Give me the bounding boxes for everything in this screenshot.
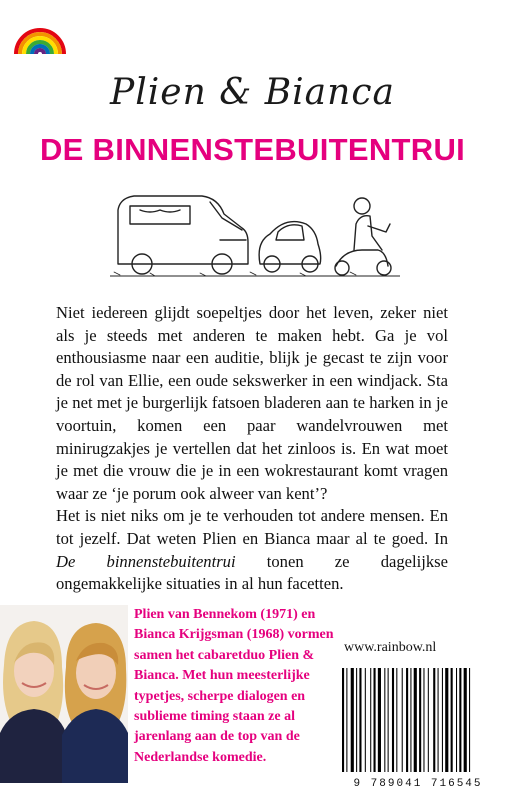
barcode-bar (451, 668, 453, 772)
isbn-number: 9 789041 716545 (353, 778, 483, 790)
barcode-bar (428, 668, 429, 772)
barcode-bar (469, 668, 470, 772)
author-photo (0, 605, 128, 783)
blurb-paragraph-2-text: Het is niet niks om je te verhouden tot andere mensen. En tot jezelf. Dat weten Plien en Bianca maar al te goed. In (56, 506, 448, 548)
barcode-icon (338, 666, 498, 774)
barcode-bar (346, 668, 347, 772)
barcode-bar (442, 668, 443, 772)
barcode-bar (388, 668, 389, 772)
cars-illustration (110, 180, 400, 280)
blurb-paragraph-2 (56, 505, 448, 595)
barcode-bar (414, 668, 417, 772)
blurb-book-title: De binnenstebuitentrui (56, 551, 236, 571)
barcode-bar (445, 668, 448, 772)
barcode-bar (378, 668, 381, 772)
rainbow-logo-icon (12, 16, 68, 56)
barcode-bar (419, 668, 421, 772)
barcode-bar (438, 668, 439, 772)
barcode-bar (402, 668, 403, 772)
barcode-bar (459, 668, 461, 772)
barcode-bar (392, 668, 394, 772)
barcode-bar (396, 668, 397, 772)
barcode-bar (433, 668, 435, 772)
barcode-bar (356, 668, 357, 772)
blurb-paragraph-1: Niet iedereen glijdt soepeltjes door het leven, zeker niet als je steeds met anderen te maken hebt. Ga je vol enthousiasme naar een auditie, blijk je gecast te zijn voor de rol van Ellie, een oude sekswerker in een windjack. Sta je net met je burgerlijk fatsoen bladeren aan te harken in je voortuin, komen een paar wandelvrouwen met minirugzakjes je vertellen dat het zinloos is. En wat moet je met die vrouw die je in een wokrestaurant komt vragen waar ze ‘je porum ook alweer van kent’? (56, 303, 448, 503)
barcode-bar (406, 668, 408, 772)
barcode-bar (342, 668, 344, 772)
barcode-bar (456, 668, 457, 772)
barcode-bar (423, 668, 424, 772)
barcode-bar (359, 668, 361, 772)
blurb-text (56, 302, 448, 596)
author-bio: Plien van Bennekom (1971) en Bianca Krijgsman (1968) vormen samen het cabaretduo Plien & Bianca. Met hun meesterlijke typetjes, scherpe dialogen en sublieme timing staan ze al jarenlang aan de top van de Nederlandse komedie. (134, 607, 334, 765)
barcode-bar (374, 668, 376, 772)
barcode-bar (410, 668, 411, 772)
barcode-bar (384, 668, 385, 772)
book-title: DE BINNENSTEBUITENTRUI (39, 132, 466, 167)
barcode-bar (351, 668, 354, 772)
blurb-paragraph-2-tail: tonen ze dagelijkse ongemakkelijke situaties in al hun facetten. (56, 551, 448, 594)
barcode-bar (365, 668, 366, 772)
publisher-url[interactable]: www.rainbow.nl (344, 640, 437, 655)
barcode-bar (464, 668, 467, 772)
author-name: Plien & Bianca (110, 72, 395, 113)
barcode-bar (370, 668, 371, 772)
